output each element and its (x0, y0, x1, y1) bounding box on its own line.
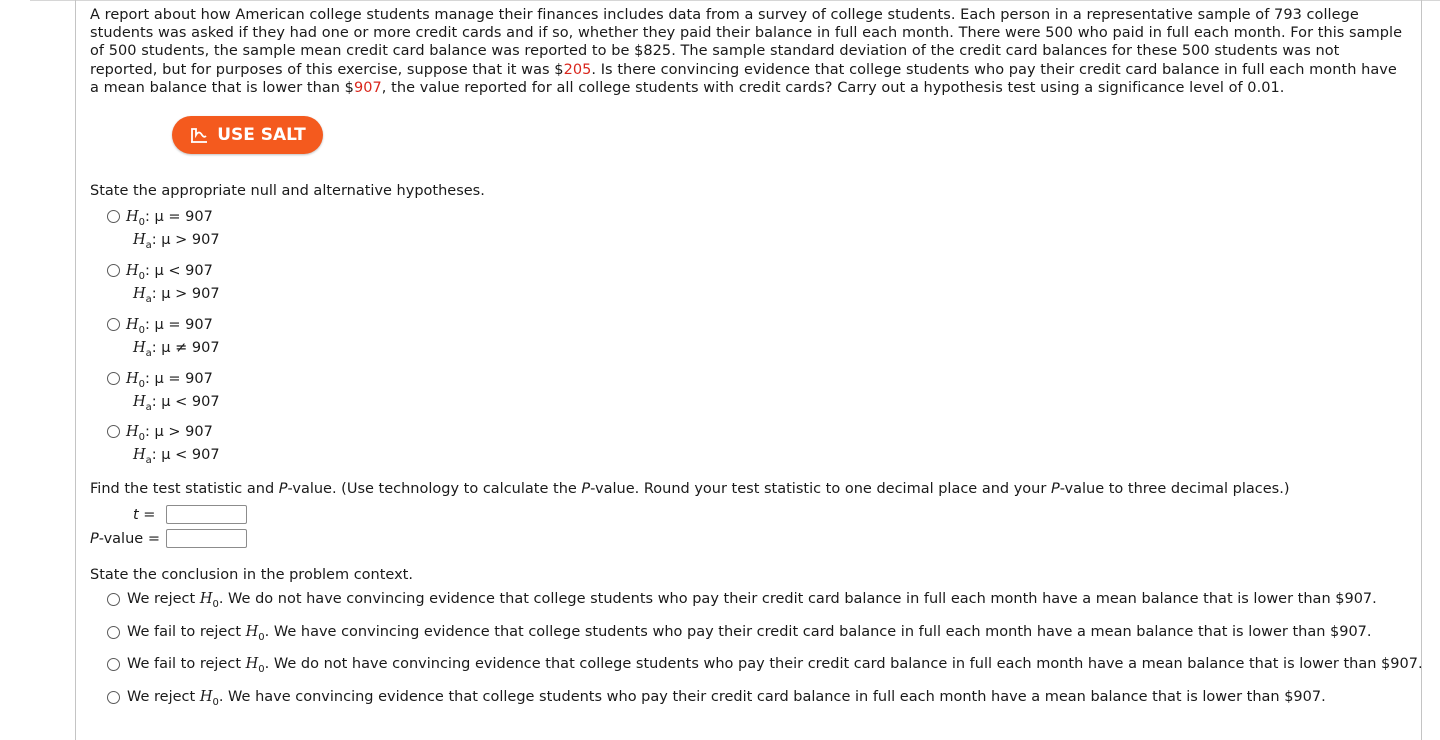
radio-button[interactable] (107, 372, 120, 385)
p-value-label: P-value = (90, 531, 160, 547)
alternative-hypothesis: $H_a$: μ > 907 (133, 232, 220, 251)
null-hypothesis: $H_0$: μ < 907 (126, 263, 213, 282)
radio-button[interactable] (107, 264, 120, 277)
problem-text: A report about how American college students manage their finances includes data from a survey of college students. Each person in a representative sample of 793 college students was asked if they had one or more credit cards and if so, whether they paid their balance in full each month. There were 500 who paid in full each month. For this sample of 500 students, the sample mean credit card balance was reported to be $825. The sample standard deviation of the credit card balances for these 500 students was not reported, but for purposes of this exercise, suppose that it was $ (90, 7, 1403, 78)
salt-shaker-icon (189, 126, 209, 144)
radio-button[interactable] (107, 691, 120, 704)
problem-text: . Is there convincing evidence that college students who pay their credit card balance in full each month have a mean balance that is lower than $ (90, 61, 1397, 96)
radio-button[interactable] (107, 593, 120, 606)
problem-statement (90, 6, 1410, 97)
conclusion-text: We reject $H_0$. We do not have convincing evidence that college students who pay their credit card balance in full each month have a mean balance that is lower than $907. (127, 591, 1377, 610)
radio-button[interactable] (107, 425, 120, 438)
p-value-input[interactable] (166, 529, 247, 548)
hypotheses-prompt: State the appropriate null and alternative hypotheses. (90, 183, 485, 199)
radio-button[interactable] (107, 318, 120, 331)
mu-value: 907 (353, 79, 382, 96)
null-hypothesis: $H_0$: μ = 907 (126, 317, 213, 336)
null-hypothesis: $H_0$: μ = 907 (126, 371, 213, 390)
null-hypothesis: $H_0$: μ > 907 (126, 424, 213, 443)
alternative-hypothesis: $H_a$: μ ≠ 907 (133, 340, 220, 359)
conclusion-text: We fail to reject $H_0$. We do not have convincing evidence that college students who pay their credit card balance in full each month have a mean balance that is lower than $907. (127, 656, 1423, 675)
conclusion-text: We reject $H_0$. We have convincing evidence that college students who pay their credit card balance in full each month have a mean balance that is lower than $907. (127, 689, 1326, 708)
t-label: t = (133, 507, 156, 523)
radio-button[interactable] (107, 626, 120, 639)
conclusion-prompt: State the conclusion in the problem context. (90, 567, 413, 583)
use-salt-button[interactable] (172, 116, 323, 154)
problem-text: , the value reported for all college students with credit cards? Carry out a hypothesis test using a significance level of 0.01. (381, 79, 1285, 96)
alternative-hypothesis: $H_a$: μ > 907 (133, 286, 220, 305)
sd-value: 205 (563, 61, 592, 78)
conclusion-text: We fail to reject $H_0$. We have convincing evidence that college students who pay their credit card balance in full each month have a mean balance that is lower than $907. (127, 624, 1372, 643)
use-salt-label: USE SALT (217, 125, 306, 145)
alternative-hypothesis: $H_a$: μ < 907 (133, 394, 220, 413)
test-statistic-prompt: Find the test statistic and P-value. (Use technology to calculate the P-value. Round your test statistic to one decimal place and your P-value to three decimal places.) (90, 481, 1290, 497)
alternative-hypothesis: $H_a$: μ < 907 (133, 447, 220, 466)
radio-button[interactable] (107, 658, 120, 671)
t-statistic-input[interactable] (166, 505, 247, 524)
null-hypothesis: $H_0$: μ = 907 (126, 209, 213, 228)
radio-button[interactable] (107, 210, 120, 223)
